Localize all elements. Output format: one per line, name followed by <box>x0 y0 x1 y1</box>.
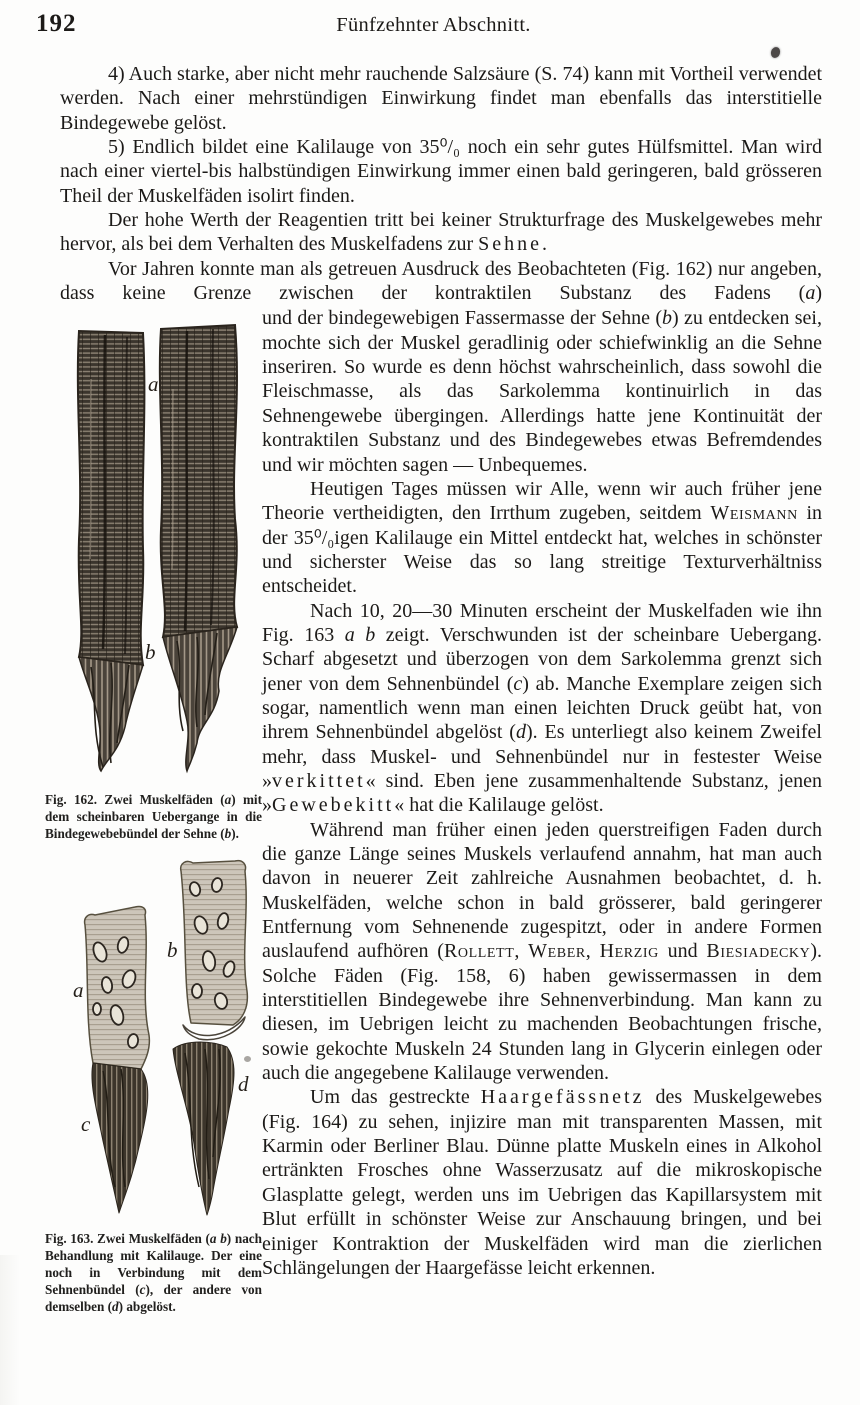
page-body <box>45 62 822 1315</box>
paragraph: 5) Endlich bildet eine Kalilauge von 35⁰/₀ noch ein sehr gutes Hülfsmittel. Man wird nach einer viertel-bis halbstündigen Einwirkung immer einen bald geringeren, bald grösseren Theil der Muskelfäden isolirt finden. <box>60 136 822 207</box>
figure-162-caption: Fig. 162. Zwei Muskelfäden (a) mit dem scheinbaren Uebergange in die Bindegewebebündel der Sehne (b). <box>45 792 262 842</box>
fig163-right-fiber <box>173 861 247 1215</box>
figure-and-text-columns <box>45 306 822 1315</box>
paragraph: Um das gestreckte Haargefässnetz des Muskelgewebes (Fig. 164) zu sehen, injizire man mit transparenten Massen, mit Karmin oder Berliner Blau. Dünne platte Muskeln eines in Alkohol ertränkten Frosches ohne Wasserzusatz auf die mikroskopische Glasplatte gelegt, werden uns im Uebrigen das Kapillarsystem mit Blut erfüllt in schönster Weise zur Anschauung bringen, und bei einiger Kontraktion der Muskelfäden wird man die zierlichen Schlängelungen der Haargefässe leicht erkennen. <box>262 1086 822 1279</box>
paragraph: 4) Auch starke, aber nicht mehr rauchende Salzsäure (S. 74) kann mit Vortheil verwendet werden. Nach einer mehrstündigen Einwirkung findet man ebenfalls das interstitielle Bindegewebe gelöst. <box>60 63 822 134</box>
ink-speck <box>244 1056 251 1062</box>
paragraph: und der bindegewebigen Fassermasse der Sehne (b) zu entdecken sei, mochte sich der Muskel geradlinig oder schiefwinklig an die Sehne inseriren. So wurde es denn höchst wahrscheinlich, dass sowohl die Fleischmasse, als das Sarkolemma kontinuirlich in das Sehnengewebe übergingen. Allerdings hatte jene Kontinuität der kontraktilen Substanz und des Bindegewebes etwas Befremdendes und wir möchten sagen — Unbequemes. <box>262 307 822 476</box>
paragraph: Der hohe Werth der Reagentien tritt bei keiner Strukturfrage des Muskelgewebes mehr hervor, als bei dem Verhalten des Muskelfadens zur Sehne. <box>60 209 822 256</box>
figure-163-caption: Fig. 163. Zwei Muskelfäden (a b) nach Behandlung mit Kalilauge. Der eine noch in Verbindung mit dem Sehnenbündel (c), der andere von demselben (d) abgelöst. <box>45 1231 262 1315</box>
figure-column <box>45 306 262 1315</box>
paragraph: Vor Jahren konnte man als getreuen Ausdruck des Beobachteten (Fig. 162) nur angeben, dass keine Grenze zwischen der kontraktilen Substanz des Fadens (a) <box>60 257 822 305</box>
text-column <box>262 306 822 1315</box>
page-header <box>36 0 822 50</box>
figure-label-a: a <box>73 978 84 1003</box>
figure-label-a: a <box>148 372 159 397</box>
full-width-text-block <box>45 62 822 305</box>
paragraph: Heutigen Tages müssen wir Alle, wenn wir auch früher jene Theorie vertheidigten, den Irrthum zugeben, seitdem Weismann in der 35⁰/₀igen Kalilauge ein Mittel entdeckt hat, welches in schönster und sicherster Weise das so lang streitige Texturverhältniss entscheidet. <box>262 477 823 598</box>
paragraph: Nach 10, 20—30 Minuten erscheint der Muskelfaden wie ihn Fig. 163 a b zeigt. Verschwunden ist der scheinbare Uebergang. Scharf abgesetzt und überzogen von dem Sarkolemma grenzt sich jener von dem Sehnenbündel (c) ab. Manche Exemplare zeigen sich sogar, namentlich wenn man einen leichten Druck geübt hat, von ihrem Sehnenbündel abgelöst (d). Es unterliegt also keinem Zweifel mehr, dass Muskel- und Sehnenbündel nur in festester Weise »verkittet« sind. Eben jene zusammenhaltende Substanz, jenen »Gewebekitt« hat die Kalilauge gelöst. <box>262 599 822 817</box>
section-title: Fünfzehnter Abschnitt. <box>336 14 531 36</box>
figure-162-illustration <box>45 319 262 774</box>
figure-label-c: c <box>81 1112 91 1137</box>
fig162-left-fiber <box>78 331 145 771</box>
figure-label-b: b <box>167 938 178 963</box>
scan-edge-shading <box>0 1255 20 1405</box>
figure-label-d: d <box>238 1072 249 1097</box>
page-number: 192 <box>36 10 77 37</box>
fig163-left-fiber <box>85 907 150 1214</box>
figure-label-b: b <box>145 640 156 665</box>
paragraph: Während man früher einen jeden querstreifigen Faden durch die ganze Länge seines Muskels verlaufend annahm, hat man auch davon in neuerer Zeit zahlreiche Ausnahmen beobachtet, d. h. Muskelfäden, welche schon in bald grösserer, bald geringerer Entfernung vom Sehnenende zugespitzt, oder in andere Formen auslaufend aufhören (Rollett, Weber, Herzig und Biesiadecky). Solche Fäden (Fig. 158, 6) haben gewissermassen in dem interstitiellen Bindegewebe ihre Sehnenverbindung. Man kann zu diesen, im Uebrigen leicht zu machenden Beobachtungen frische, sowie gekochte Muskeln 24 Stunden lang in Glycerin einlegen oder auch die angegebene Kalilauge verwenden. <box>262 818 823 1085</box>
fig162-right-fiber <box>160 325 237 771</box>
figure-163-illustration <box>45 857 262 1217</box>
